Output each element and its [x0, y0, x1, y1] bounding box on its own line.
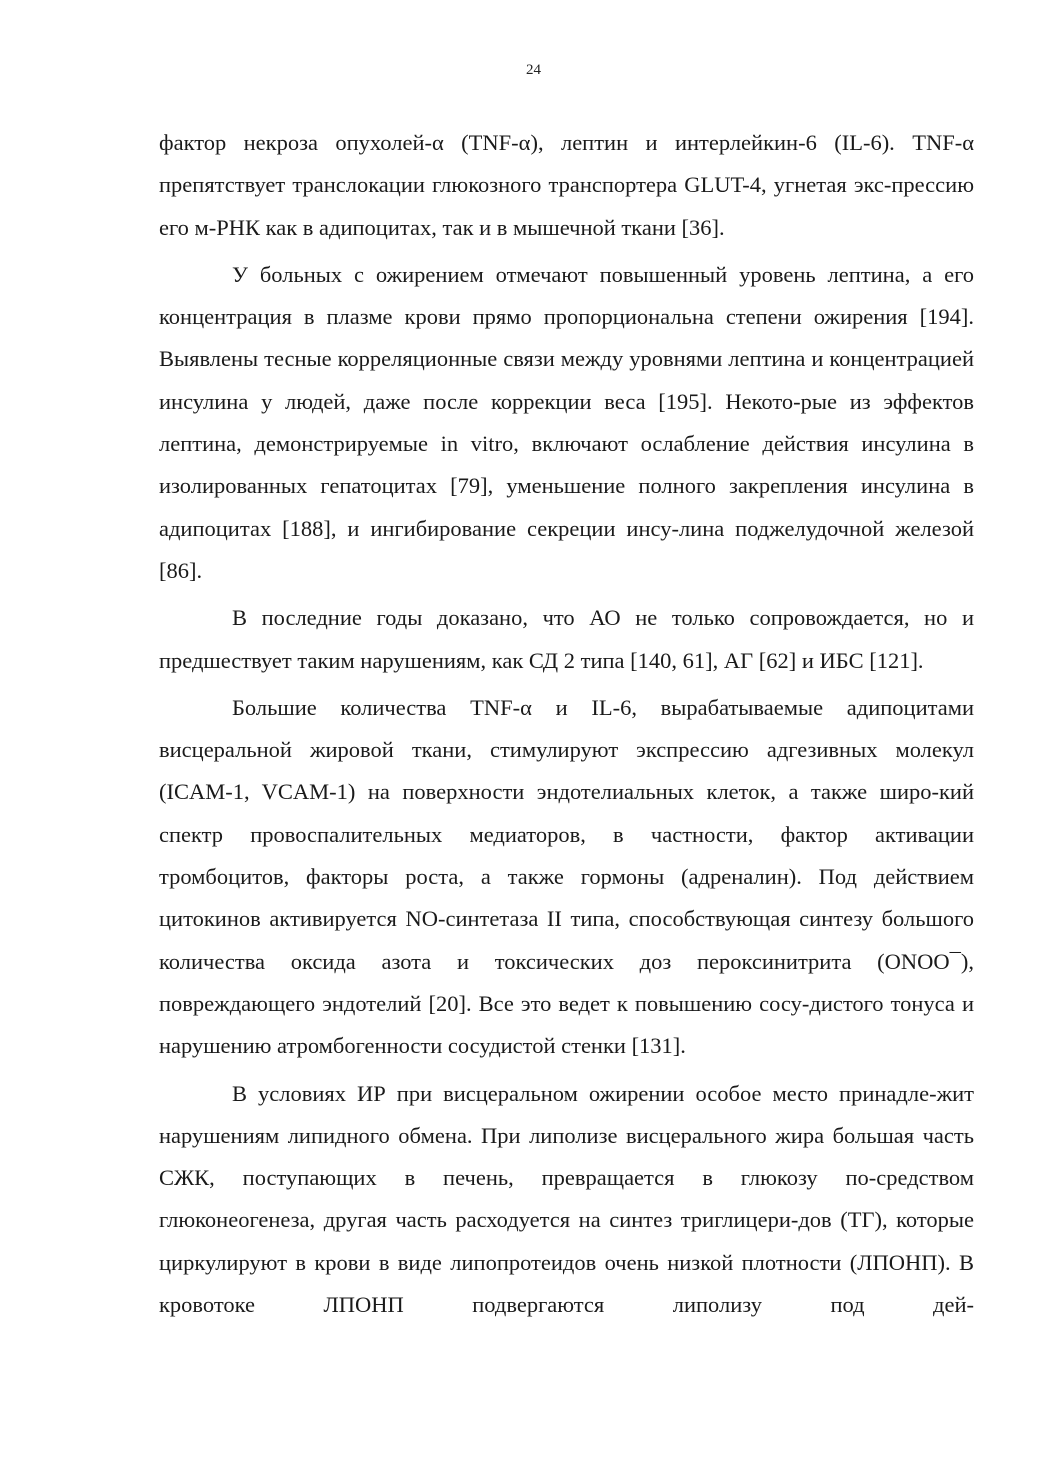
- paragraph-3: В последние годы доказано, что АО не только сопровождается, но и предшествует таким нарушениям, как СД 2 типа [140, 61], АГ [62] и ИБС [121].: [159, 605, 974, 673]
- page-number: 24: [526, 62, 541, 78]
- paragraph-2: У больных с ожирением отмечают повышенный уровень лептина, а его концентрация в плазме крови прямо пропорциональна степени ожирения [194]. Выявлены тесные корреляционные связи между уровнями лептина и концентрацией инсулина у людей, даже после коррекции веса [195]. Некото-рые из эффектов лептина, демонстрируемые in vitro, включают ослабление действия инсулина в изолированных гепатоцитах [79], уменьшение полного закрепления инсулина в адипоцитах [188], и ингибирование секреции инсу-лина поджелудочной железой [86].: [159, 261, 974, 583]
- paragraph-1: фактор некроза опухолей-α (TNF-α), лептин и интерлейкин-6 (IL-6). TNF-α препятствует транслокации глюкозного транспортера GLUT-4, угнетая экс-прессию его м-РНК как в адипоцитах, так и в мышечной ткани [36].: [159, 130, 974, 240]
- paragraph-4: Большие количества TNF-α и IL-6, вырабатываемые адипоцитами висцеральной жировой ткани, стимулируют экспрессию адгезивных молекул (ICAM-1, VCAM-1) на поверхности эндотелиальных клеток, а также широ-кий спектр провоспалительных медиаторов, в частности, фактор активации тромбоцитов, факторы роста, а также гормоны (адреналин). Под действием цитокинов активируется NO-синтетаза II типа, способствующая синтезу большого количества оксида азота и токсических доз пероксинитрита (ONOO¯), повреждающего эндотелий [20]. Все это ведет к повышению сосу-дистого тонуса и нарушению атромбогенности сосудистой стенки [131].: [159, 694, 974, 1059]
- body-text: [159, 122, 974, 1326]
- paragraph-5: В условиях ИР при висцеральном ожирении особое место принадле-жит нарушениям липидного обмена. При липолизе висцерального жира большая часть СЖК, поступающих в печень, превращается в глюкозу по-средством глюконеогенеза, другая часть расходуется на синтез триглицери-дов (ТГ), которые циркулируют в крови в виде липопротеидов очень низкой плотности (ЛПОНП). В кровотоке ЛПОНП подвергаются липолизу под дей-: [159, 1080, 974, 1318]
